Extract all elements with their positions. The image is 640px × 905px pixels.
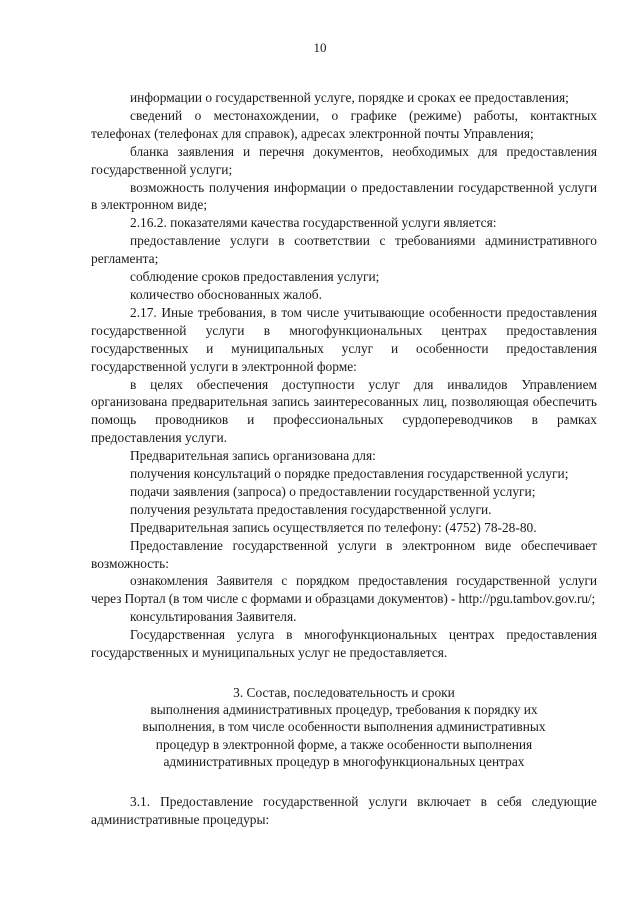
paragraph-result: получения результата предоставления государственной услуги. xyxy=(130,501,492,517)
paragraph-compliance: предоставление услуги в соответствии с требованиями административного регламента; xyxy=(91,233,597,267)
paragraph-phone: Предварительная запись осуществляется по телефону: (4752) 78-28-80. xyxy=(130,519,537,535)
section-3-heading-line: процедур в электронной форме, а также особенности выполнения xyxy=(155,736,533,752)
paragraph-prereg-for: Предварительная запись организована для: xyxy=(130,448,376,464)
paragraph-location-info: сведений о местонахождении, о графике (режиме) работы, контактных телефонах (телефонах для справок), адресах электронной почты Управления; xyxy=(91,107,597,141)
paragraph-consultations: получения консультаций о порядке предоставления государственной услуги; xyxy=(130,466,569,482)
section-3-heading-line: административных процедур в многофункциональных центрах xyxy=(163,753,525,769)
paragraph-portal: ознакомления Заявителя с порядком предоставления государственной услуги через Портал (в том числе с формами и образцами документов) - http://pgu.tambov.gov.ru/; xyxy=(91,573,597,607)
paragraph-application-form: бланка заявления и перечня документов, необходимых для предоставления государственной услуги; xyxy=(91,143,597,177)
paragraph-info-about-service: информации о государственной услуге, порядке и сроках ее предоставления; xyxy=(130,90,569,105)
paragraph-complaints: количество обоснованных жалоб. xyxy=(130,286,322,302)
paragraph-accessibility: в целях обеспечения доступности услуг для инвалидов Управлением организована предварительная запись заинтересованных лиц, позволяющая обеспечить помощь проводников и профессиональных сурдопереводчиков в рамках предоставления услуги. xyxy=(91,376,597,446)
section-3-heading xyxy=(91,684,597,770)
paragraph-submission: подачи заявления (запроса) о предоставлении государственной услуги; xyxy=(130,483,536,499)
paragraph-2-16-2: 2.16.2. показателями качества государственной услуги является: xyxy=(130,215,497,231)
document-body xyxy=(91,89,597,829)
page-number: 10 xyxy=(313,40,327,55)
paragraph-deadlines: соблюдение сроков предоставления услуги; xyxy=(130,269,380,285)
paragraph-electronic-service: Предоставление государственной услуги в электронном виде обеспечивает возможность: xyxy=(91,537,597,571)
paragraph-2-17: 2.17. Иные требования, в том числе учитывающие особенности предоставления государственной услуги в многофункциональных центрах предоставления государственных и муниципальных услуг и особенности предоставления государственной услуги в электронной форме: xyxy=(91,304,597,374)
section-3-heading-line: выполнения, в том числе особенности выполнения административных xyxy=(142,719,546,735)
paragraph-electronic-info: возможность получения информации о предоставлении государственной услуги в электронном виде; xyxy=(91,179,597,213)
section-3-title: 3. Состав, последовательность и сроки xyxy=(233,685,455,700)
paragraph-consulting: консультирования Заявителя. xyxy=(130,609,297,625)
section-3-heading-line: выполнения административных процедур, требования к порядку их xyxy=(150,702,538,718)
paragraph-mfc-not-provided: Государственная услуга в многофункциональных центрах предоставления государственных и муниципальных услуг не предоставляется. xyxy=(91,627,597,661)
paragraph-3-1: 3.1. Предоставление государственной услуги включает в себя следующие административные процедуры: xyxy=(91,794,597,827)
